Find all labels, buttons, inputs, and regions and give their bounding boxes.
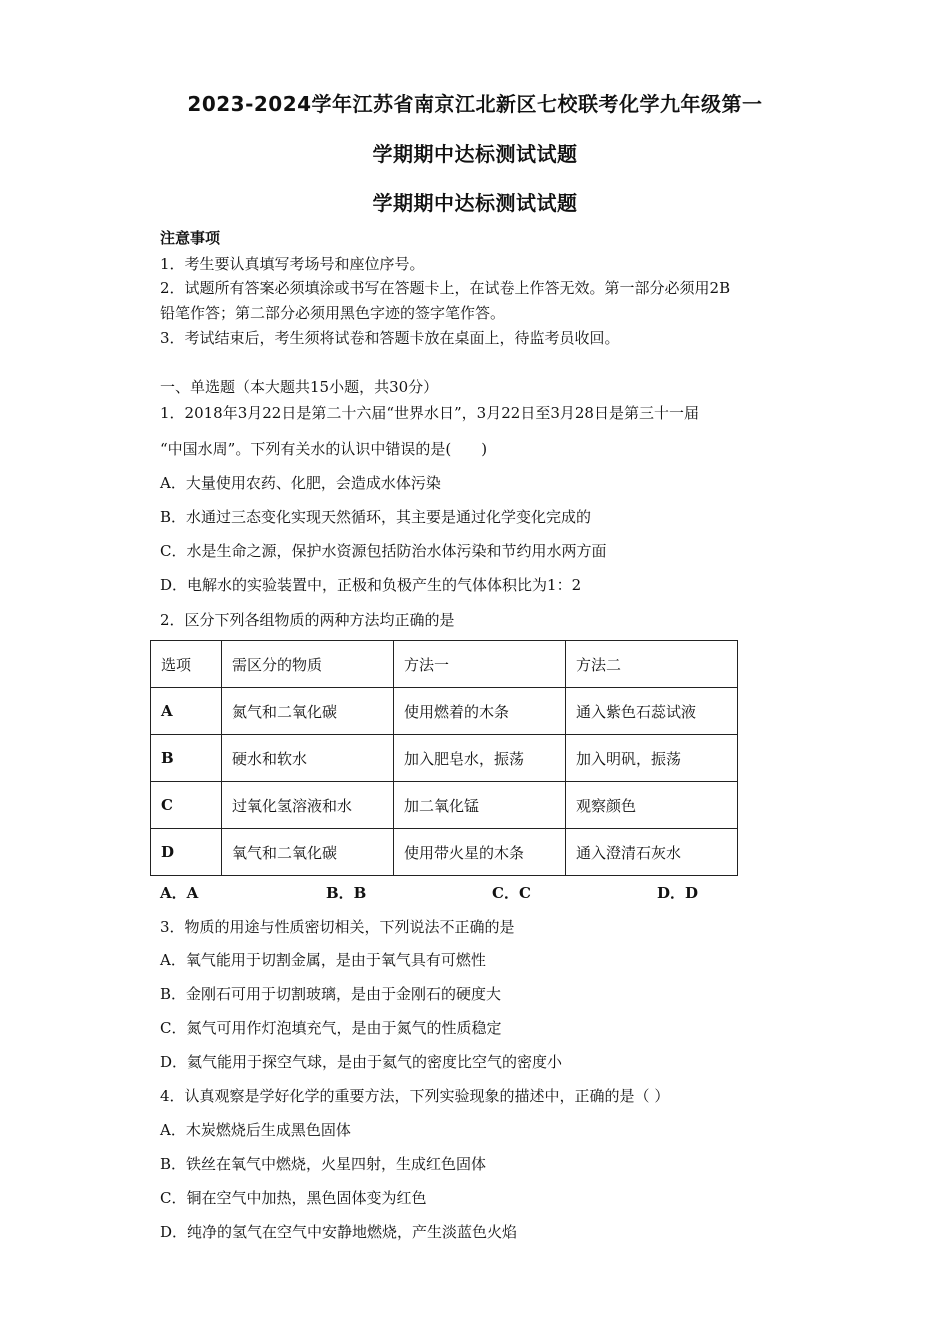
table-cell: 氮气和二氧化碳 — [222, 688, 394, 735]
table-cell: 观察颜色 — [566, 782, 738, 829]
table-cell: 过氧化氢溶液和水 — [222, 782, 394, 829]
title-line-3: 学期期中达标测试试题 — [372, 191, 578, 215]
question-4-option-a: A．木炭燃烧后生成黑色固体 — [160, 1121, 351, 1139]
title-line-2: 学期期中达标测试试题 — [372, 142, 578, 166]
question-2-answer-a: A．A — [160, 884, 199, 902]
notice-item: 1．考生要认真填写考场号和座位序号。 — [160, 255, 425, 273]
question-1-option-c: C．水是生命之源，保护水资源包括防治水体污染和节约用水两方面 — [160, 542, 607, 560]
table-cell: 通入澄清石灰水 — [566, 829, 738, 876]
question-2-answer-c: C．C — [492, 884, 531, 902]
title-line-1: 2023-2024学年江苏省南京江北新区七校联考化学九年级第一 — [187, 92, 763, 116]
table-header-cell: 选项 — [151, 641, 222, 688]
question-4-stem: 4．认真观察是学好化学的重要方法，下列实验现象的描述中，正确的是（ ） — [160, 1087, 670, 1105]
table-cell: 加入明矾，振荡 — [566, 735, 738, 782]
table-cell: 硬水和软水 — [222, 735, 394, 782]
table-row — [151, 829, 738, 876]
table-cell: 使用燃着的木条 — [394, 688, 566, 735]
question-3-option-b: B．金刚石可用于切割玻璃，是由于金刚石的硬度大 — [160, 985, 502, 1003]
table-cell: 氧气和二氧化碳 — [222, 829, 394, 876]
notice-item: 2．试题所有答案必须填涂或书写在答题卡上，在试卷上作答无效。第一部分必须用2B — [160, 279, 731, 297]
question-2-answer-d: D．D — [657, 884, 699, 902]
table-header-row — [151, 641, 738, 688]
table-header-cell: 方法一 — [394, 641, 566, 688]
question-3-option-c: C．氮气可用作灯泡填充气，是由于氮气的性质稳定 — [160, 1019, 502, 1037]
notice-item: 3．考试结束后，考生须将试卷和答题卡放在桌面上，待监考员收回。 — [160, 329, 620, 347]
notice-item: 铅笔作答；第二部分必须用黑色字迹的签字笔作答。 — [160, 304, 506, 322]
question-3-option-a: A．氧气能用于切割金属，是由于氧气具有可燃性 — [160, 951, 486, 969]
table-cell: D — [151, 829, 222, 876]
question-4-option-b: B．铁丝在氧气中燃烧，火星四射，生成红色固体 — [160, 1155, 487, 1173]
table-cell: C — [151, 782, 222, 829]
table-row — [151, 688, 738, 735]
question-1-stem-cont: “中国水周”。下列有关水的认识中错误的是( ) — [160, 440, 488, 458]
question-4-option-c: C．铜在空气中加热，黑色固体变为红色 — [160, 1189, 427, 1207]
question-1-option-d: D．电解水的实验装置中，正极和负极产生的气体体积比为1：2 — [160, 576, 582, 594]
question-1-stem: 1．2018年3月22日是第二十六届“世界水日”，3月22日至3月28日是第三十一届 — [160, 404, 699, 422]
table-cell: B — [151, 735, 222, 782]
question-4-option-d: D．纯净的氢气在空气中安静地燃烧，产生淡蓝色火焰 — [160, 1223, 518, 1241]
table-header-cell: 方法二 — [566, 641, 738, 688]
table-cell: 加二氧化锰 — [394, 782, 566, 829]
question-2-stem: 2．区分下列各组物质的两种方法均正确的是 — [160, 611, 455, 629]
table-cell: 加入肥皂水，振荡 — [394, 735, 566, 782]
table-header-cell: 需区分的物质 — [222, 641, 394, 688]
notice-heading: 注意事项 — [160, 229, 221, 247]
question-1-option-a: A．大量使用农药、化肥，会造成水体污染 — [160, 474, 441, 492]
table-cell: 使用带火星的木条 — [394, 829, 566, 876]
table-cell: 通入紫色石蕊试液 — [566, 688, 738, 735]
section-heading: 一、单选题（本大题共15小题，共30分） — [160, 378, 439, 396]
question-1-option-b: B．水通过三态变化实现天然循环，其主要是通过化学变化完成的 — [160, 508, 592, 526]
question-3-option-d: D．氦气能用于探空气球，是由于氦气的密度比空气的密度小 — [160, 1053, 563, 1071]
question-3-stem: 3．物质的用途与性质密切相关，下列说法不正确的是 — [160, 918, 515, 936]
table-row — [151, 782, 738, 829]
table-row — [151, 735, 738, 782]
question-2-answer-b: B．B — [326, 884, 367, 902]
table-cell: A — [151, 688, 222, 735]
question-2-table — [150, 640, 738, 876]
